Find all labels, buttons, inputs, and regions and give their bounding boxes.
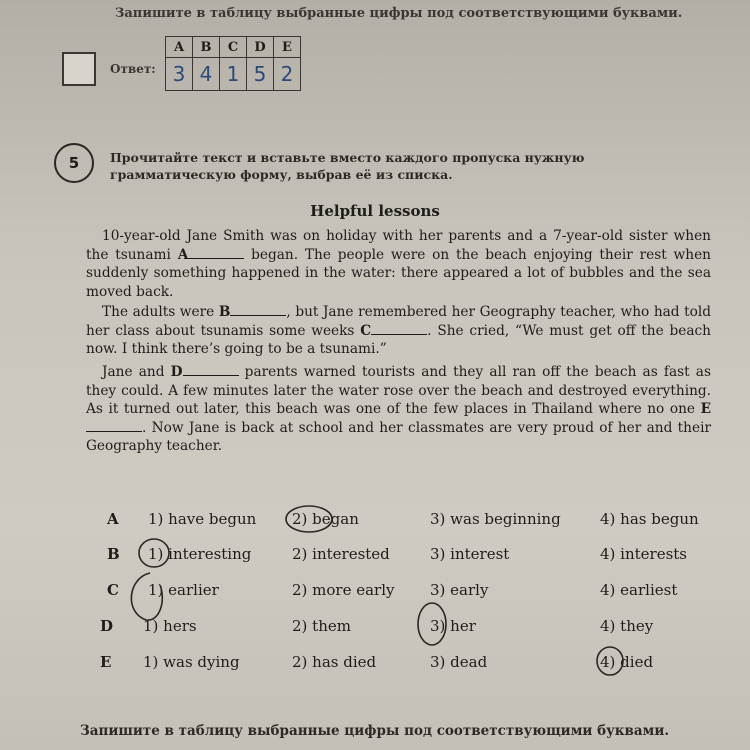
option-item[interactable]: 3) interest: [430, 545, 510, 563]
text-run: The adults were: [102, 304, 219, 320]
top-instruction: Запишите в таблицу выбранные цифры под соответствующими буквами.: [115, 6, 683, 21]
answer-cell[interactable]: 3: [166, 58, 193, 91]
circle-mark-D3: [418, 603, 446, 645]
blank-label: B: [218, 304, 231, 320]
answer-letter: D: [247, 37, 274, 58]
text-title: Helpful lessons: [310, 202, 440, 220]
option-row-letter: A: [107, 510, 119, 528]
option-item[interactable]: 4) earliest: [600, 581, 678, 599]
option-item[interactable]: 3) dead: [430, 653, 488, 671]
option-item[interactable]: 3) early: [430, 581, 489, 599]
option-row-letter: E: [100, 653, 112, 671]
answer-letter: A: [166, 37, 193, 58]
option-item[interactable]: 2) interested: [292, 545, 390, 563]
option-item[interactable]: 1) earlier: [148, 581, 219, 599]
option-row-letter: D: [100, 617, 114, 635]
circle-mark-C1: [131, 573, 162, 620]
text-run: began. The people were on the beach enjoying their rest when suddenly something happened in the water: there appeared a lot of bubbles and the sea moved back.: [86, 246, 711, 300]
option-item[interactable]: 1) interesting: [148, 545, 252, 563]
answer-cell[interactable]: 2: [274, 58, 301, 91]
option-item[interactable]: 3) her: [430, 617, 476, 635]
answer-cell[interactable]: 1: [220, 58, 247, 91]
option-item[interactable]: 3) was beginning: [430, 510, 561, 528]
bottom-instruction: Запишите в таблицу выбранные цифры под соответствующими буквами.: [80, 723, 670, 739]
option-row-letter: C: [107, 581, 119, 599]
option-item[interactable]: 4) interests: [600, 545, 687, 563]
option-item[interactable]: 1) was dying: [143, 653, 240, 671]
text-run: Jane and: [102, 364, 171, 380]
option-item[interactable]: 4) has begun: [600, 510, 699, 528]
circle-mark-E4: [597, 647, 623, 675]
option-item[interactable]: 2) has died: [292, 653, 377, 671]
text-run: , but Jane remembered her Geography teacher, who had told her class about tsunamis some weeks: [86, 304, 712, 339]
text-run: . She cried, “We must get off the beach now. I think there’s going to be a tsunami.”: [86, 322, 711, 358]
option-item[interactable]: 1) hers: [143, 617, 197, 635]
text-run: parents warned tourists and they all ran off the beach as fast as they could. A few minutes later the water rose over the beach and destroyed everything. As it turned out later, this beach was one of the few places in Thailand where no one: [86, 364, 711, 418]
blank-label: E: [700, 401, 711, 418]
text-run: 10-year-old Jane Smith was on holiday with her parents and a 7-year-old sister when the tsunami: [86, 228, 711, 263]
task-number: 5: [54, 143, 94, 183]
answer-letter: C: [220, 37, 247, 58]
text-run: . Now Jane is back at school and her classmates are very proud of her and their Geography teacher.: [86, 419, 711, 455]
task-instruction: Прочитайте текст и вставьте вместо каждого пропуска нужную грамматическую форму, выбрав её из списка.: [110, 150, 585, 182]
circle-mark-B1: [139, 539, 169, 567]
option-item[interactable]: 4) they: [600, 617, 654, 635]
answer-cell[interactable]: 4: [193, 58, 220, 91]
blank-label: D: [170, 364, 183, 380]
option-item[interactable]: 2) began: [292, 510, 359, 528]
blank-label: C: [360, 322, 372, 339]
circle-mark-A2: [286, 506, 332, 532]
answer-label: Ответ:: [110, 62, 156, 76]
option-item[interactable]: 2) more early: [292, 581, 395, 599]
option-item[interactable]: 4) died: [600, 653, 654, 671]
option-item[interactable]: 2) them: [292, 617, 351, 635]
answer-letter: E: [274, 37, 301, 58]
answer-letter: B: [193, 37, 220, 58]
blank-label: A: [177, 246, 189, 263]
option-item[interactable]: 1) have begun: [148, 510, 257, 528]
option-row-letter: B: [107, 545, 120, 563]
answer-cell[interactable]: 5: [247, 58, 274, 91]
